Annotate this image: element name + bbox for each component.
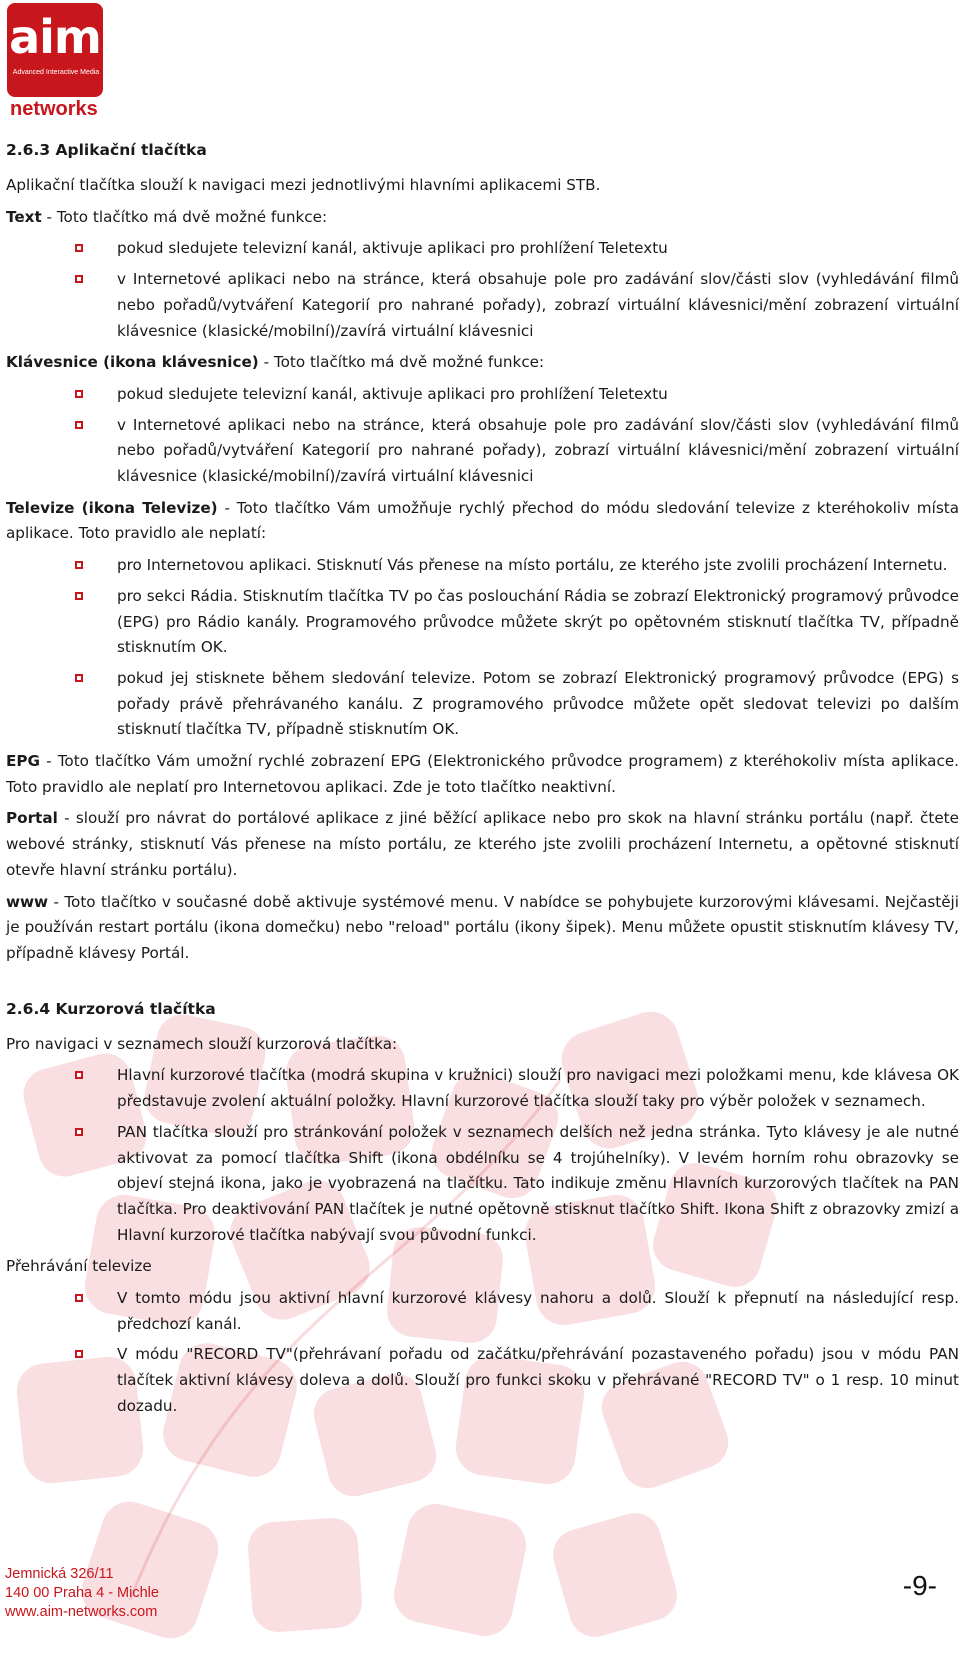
list-item-text: pro sekci Rádia. Stisknutím tlačítka TV po čas poslouchání Rádia se zobrazí Elektronický programový průvodce (EPG) pro Rádio kanály. Programového průvodce můžete skrýt po opětovném stisknutí tlačítka TV, případně stisknutím OK. — [117, 586, 959, 657]
list-item-text: pro Internetovou aplikaci. Stisknutí Vás přenese na místo portálu, ze kterého jste zvolili procházení Internetu. — [117, 556, 948, 575]
list-item — [6, 1342, 959, 1419]
list-item — [6, 1063, 959, 1114]
section-heading-application-buttons: 2.6.3 Aplikační tlačítka — [6, 141, 207, 159]
section-intro: Aplikační tlačítka slouží k navigaci mezi jednotlivými hlavními aplikacemi STB. — [6, 176, 601, 194]
playback-title: Přehrávání televize — [6, 1257, 152, 1276]
keyboard-button-paragraph — [6, 350, 959, 376]
bullet-icon — [75, 674, 83, 682]
footer-address — [5, 1565, 159, 1622]
bullet-icon — [75, 244, 83, 252]
bullet-icon — [75, 1350, 83, 1358]
cursor-button-list — [6, 1063, 959, 1248]
tv-button-list — [6, 553, 959, 743]
epg-button-desc: - Toto tlačítko Vám umožní rychlé zobrazení EPG (Elektronického průvodce programem) z kteréhokoliv místa aplikace. Toto pravidlo ale neplatí pro Internetovou aplikaci. Zde je toto tlačítko neaktivní. — [6, 752, 959, 796]
portal-button-desc: - slouží pro návrat do portálové aplikace z jiné běžící aplikace nebo pro skok na hlavní stránku portálu (např. čtete webové stránky, stisknutí Vás přenese na místo portálu, ze kterého jste zvolili procházení Internetu, a opětovné stisknutí otevře hlavní stránku portálu). — [6, 809, 959, 879]
text-button-paragraph — [6, 205, 959, 231]
epg-button-label: EPG — [6, 752, 40, 771]
list-item-text: pokud sledujete televizní kanál, aktivuje aplikaci pro prohlížení Teletextu — [117, 239, 668, 258]
list-item-text: Hlavní kurzorové tlačítka (modrá skupina v kružnici) slouží pro navigaci mezi položkami menu, kde klávesa OK představuje zvolení aktuální položky. Hlavní kurzorové tlačítka slouží taky pro výběr položek v seznamech. — [117, 1066, 959, 1111]
list-item — [6, 1286, 959, 1337]
section-heading-cursor-buttons: 2.6.4 Kurzorová tlačítka — [6, 999, 216, 1018]
text-button-desc: - Toto tlačítko má dvě možné funkce: — [41, 207, 328, 226]
bullet-icon — [75, 1294, 83, 1302]
bullet-icon — [75, 275, 83, 283]
bullet-icon — [75, 592, 83, 600]
text-button-label: Text — [6, 207, 42, 226]
cursor-intro: Pro navigaci v seznamech slouží kurzorová tlačítka: — [6, 1034, 398, 1053]
bullet-icon — [75, 1071, 83, 1079]
tv-button-paragraph — [6, 496, 959, 547]
list-item — [6, 413, 959, 490]
www-button-label: www — [6, 892, 49, 911]
page-number: -9- — [902, 1570, 937, 1601]
tv-button-label: Televize (ikona Televize) — [6, 498, 218, 517]
playback-list — [6, 1286, 959, 1420]
footer-web-link[interactable]: www.aim-networks.com — [5, 1604, 158, 1620]
portal-button-label: Portal — [6, 809, 58, 828]
logo-badge — [7, 3, 103, 97]
footer-street: Jemnická 326/11 — [5, 1566, 114, 1582]
list-item-text: V tomto módu jsou aktivní hlavní kurzorové klávesy nahoru a dolů. Slouží k přepnutí na následující resp. předchozí kanál. — [117, 1289, 959, 1333]
list-item-text: pokud jej stisknete během sledování televize. Potom se zobrazí Elektronický programový průvodce (EPG) s pořady právě přehrávaného kanálu. Z programového průvodce můžete opět sledovat televizi po dalším stisknutí tlačítka TV, případně stisknutím OK. — [117, 668, 959, 739]
list-item — [6, 236, 959, 262]
bullet-icon — [75, 1128, 83, 1136]
list-item-text: v Internetové aplikaci nebo na stránce, která obsahuje pole pro zadávání slov/části slov (vyhledávání filmů nebo pořadů/vytváření Kategorií pro nahrané pořady), zobrazí virtuální klávesnici/mění zobrazení virtuální klávesnice (klasické/mobilní)/zavírá virtuální klávesnici — [117, 270, 959, 340]
keyboard-button-list — [6, 382, 959, 490]
document-body — [6, 138, 959, 1426]
list-item — [6, 666, 959, 743]
list-item — [6, 553, 959, 579]
tv-button-desc: - Toto tlačítko Vám umožňuje rychlý přechod do módu sledování televize z kteréhokoliv místa aplikace. Toto pravidlo ale neplatí: — [6, 498, 959, 543]
logo-tagline: Advanced Interactive Media — [12, 69, 100, 76]
list-item-text: PAN tlačítka slouží pro stránkování položek v seznamech delších než jedna stránka. Tyto klávesy je ale nutné aktivovat za pomocí tlačítka Shift (ikona obdélníku se 4 trojúhelníky). V levém horním rohu obrazovky se objeví stejná ikona, jako je vyobrazená na tlačítku. Tato indikuje změnu Hlavních kurzorových tlačítek na PAN tlačítka. Pro deaktivování PAN tlačítek je nutné opětovně stisknut tlačítko Shift. Ikona Shift z obrazovky zmizí a Hlavní kurzorové tlačítka nabývají svou původní funkci. — [117, 1122, 959, 1244]
list-item — [6, 1120, 959, 1249]
keyboard-button-label: Klávesnice (ikona klávesnice) — [6, 353, 259, 372]
logo-networks: networks — [10, 98, 98, 120]
bullet-icon — [75, 421, 83, 429]
list-item — [6, 382, 959, 408]
bullet-icon — [75, 561, 83, 569]
list-item — [6, 584, 959, 661]
footer-city: 140 00 Praha 4 - Michle — [5, 1585, 159, 1601]
list-item — [6, 267, 959, 344]
logo-brand: aim — [9, 10, 101, 64]
portal-button-paragraph — [6, 806, 959, 883]
list-item-text: pokud sledujete televizní kanál, aktivuje aplikaci pro prohlížení Teletextu — [117, 384, 668, 403]
www-button-paragraph — [6, 890, 959, 967]
list-item-text: v Internetové aplikaci nebo na stránce, která obsahuje pole pro zadávání slov/části slov (vyhledávání filmů nebo pořadů/vytváření Kategorií pro nahrané pořady), zobrazí virtuální klávesnici/mění zobrazení virtuální klávesnice (klasické/mobilní)/zavírá virtuální klávesnici — [117, 415, 959, 486]
bullet-icon — [75, 390, 83, 398]
keyboard-button-desc: - Toto tlačítko má dvě možné funkce: — [258, 353, 545, 372]
epg-button-paragraph — [6, 749, 959, 800]
text-button-list — [6, 236, 959, 344]
list-item-text: V módu "RECORD TV"(přehrávaní pořadu od začátku/přehrávání pozastaveného pořadu) jsou v módu PAN tlačítek aktivní klávesy doleva a dolů. Slouží pro funkci skoku v přehrávané "RECORD TV" o 1 resp. 10 minut dozadu. — [117, 1345, 959, 1415]
company-logo — [7, 3, 103, 121]
www-button-desc: - Toto tlačítko v současné době aktivuje systémové menu. V nabídce se pohybujete kurzorovými klávesami. Nejčastěji je používán restart portálu (ikona domečku) nebo "reload" portálu (ikony šipek). Menu můžete opustit stisknutím klávesy TV, případně klávesy Portál. — [6, 892, 959, 962]
